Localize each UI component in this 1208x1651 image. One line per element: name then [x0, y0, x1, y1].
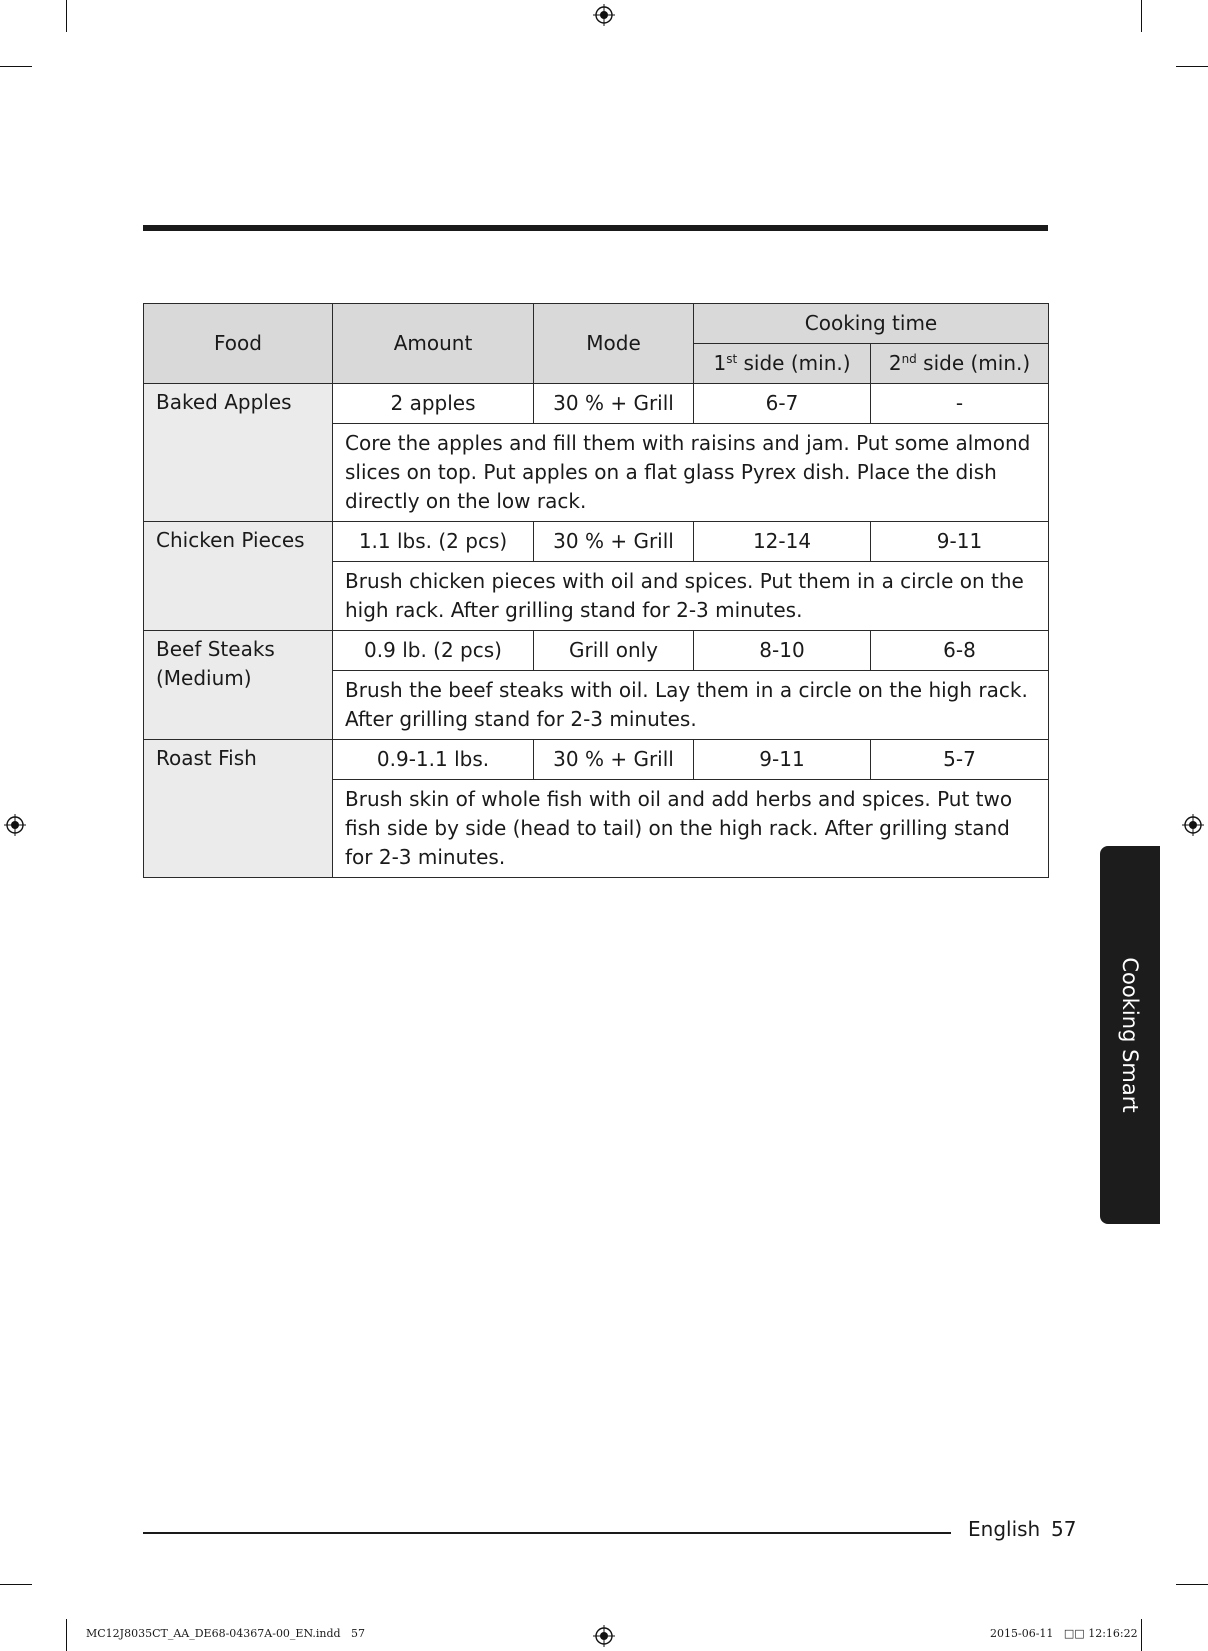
mode-cell: 30 % + Grill [534, 384, 694, 424]
food-cell: Baked Apples [144, 384, 333, 522]
side1-cell: 6-7 [694, 384, 871, 424]
side2-cell: 5-7 [871, 740, 1049, 780]
header-amount: Amount [333, 304, 534, 384]
header-side2: 2nd side (min.) [871, 344, 1049, 384]
note-cell: Brush skin of whole fish with oil and add herbs and spices. Put two fish side by side (head to tail) on the high rack. After grilling stand for 2-3 minutes. [333, 780, 1049, 878]
table-row [144, 631, 1049, 671]
header-mode: Mode [534, 304, 694, 384]
note-cell: Brush the beef steaks with oil. Lay them in a circle on the high rack. After grilling stand for 2-3 minutes. [333, 671, 1049, 740]
crop-mark [66, 1619, 67, 1651]
crop-mark [1176, 66, 1208, 67]
food-cell: Roast Fish [144, 740, 333, 878]
registration-mark-icon [4, 814, 26, 836]
section-tab-label: Cooking Smart [1118, 957, 1142, 1113]
table-row [144, 522, 1049, 562]
crop-mark [1141, 0, 1142, 32]
amount-cell: 0.9 lb. (2 pcs) [333, 631, 534, 671]
mode-cell: 30 % + Grill [534, 522, 694, 562]
side2-cell: 9-11 [871, 522, 1049, 562]
food-cell: Chicken Pieces [144, 522, 333, 631]
amount-cell: 2 apples [333, 384, 534, 424]
page-number: 57 [1051, 1517, 1077, 1541]
crop-mark [1176, 1584, 1208, 1585]
side2-cell: 6-8 [871, 631, 1049, 671]
header-cooking-time: Cooking time [694, 304, 1049, 344]
crop-mark [0, 1584, 32, 1585]
section-tab [1100, 846, 1160, 1224]
cooking-table [143, 303, 1049, 878]
registration-mark-icon [593, 4, 615, 26]
footer-rule [143, 1532, 951, 1534]
side2-cell: - [871, 384, 1049, 424]
side1-cell: 12-14 [694, 522, 871, 562]
slug-filename: MC12J8035CT_AA_DE68-04367A-00_EN.indd 57 [86, 1627, 366, 1640]
mode-cell: 30 % + Grill [534, 740, 694, 780]
registration-mark-icon [593, 1625, 615, 1647]
side1-cell: 9-11 [694, 740, 871, 780]
note-cell: Core the apples and fill them with raisins and jam. Put some almond slices on top. Put apples on a flat glass Pyrex dish. Place the dish directly on the low rack. [333, 424, 1049, 522]
slug-datetime: 2015-06-11 □□ 12:16:22 [990, 1627, 1138, 1640]
amount-cell: 1.1 lbs. (2 pcs) [333, 522, 534, 562]
registration-mark-icon [1182, 814, 1204, 836]
mode-cell: Grill only [534, 631, 694, 671]
note-cell: Brush chicken pieces with oil and spices. Put them in a circle on the high rack. After grilling stand for 2-3 minutes. [333, 562, 1049, 631]
header-side1: 1st side (min.) [694, 344, 871, 384]
side1-cell: 8-10 [694, 631, 871, 671]
crop-mark [0, 66, 32, 67]
food-cell: Beef Steaks (Medium) [144, 631, 333, 740]
table-row [144, 740, 1049, 780]
header-food: Food [144, 304, 333, 384]
amount-cell: 0.9-1.1 lbs. [333, 740, 534, 780]
top-rule [143, 225, 1048, 231]
crop-mark [1141, 1619, 1142, 1651]
footer-language: English [968, 1517, 1041, 1541]
crop-mark [66, 0, 67, 32]
table-row [144, 384, 1049, 424]
